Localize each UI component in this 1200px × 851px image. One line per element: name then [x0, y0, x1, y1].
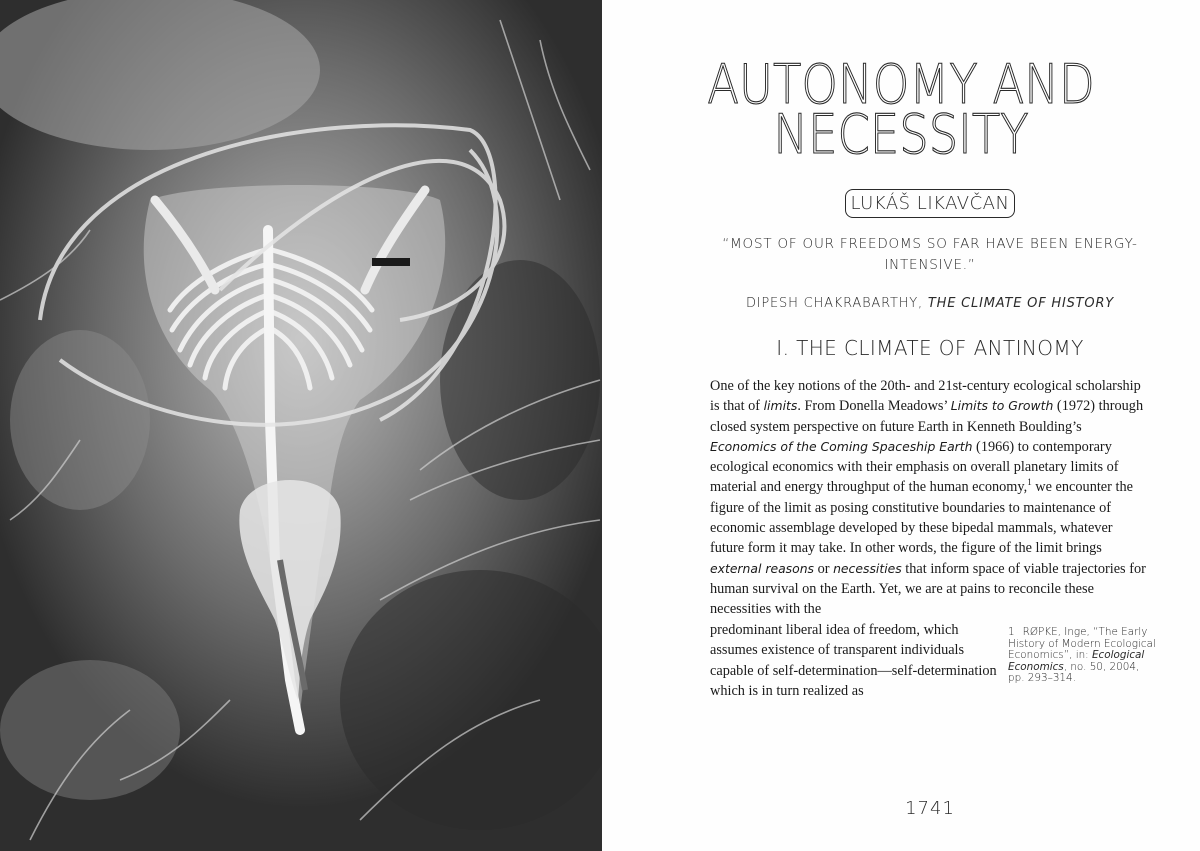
section-heading: I. THE CLIMATE OF ANTINOMY — [776, 336, 1084, 360]
body-text — [710, 376, 1150, 620]
body-run: One of the key notions of the 20th- and 21st-century ecological scholarship is that of — [710, 378, 1141, 415]
body-italic-run: Economics of the Coming Spaceship Earth — [710, 438, 973, 454]
article-title-line-1: AUTONOMY AND — [707, 53, 1095, 116]
footnote-number: 1 — [1008, 626, 1015, 638]
body-run: we encounter the figure of the limit as posing constitutive boundaries to maintenance of economic assemblage developed by these bipedal mammals, whatever future form it may take. In other words, the figure of the limit brings — [710, 479, 1133, 557]
body-text-continued: predominant liberal idea of freedom, which assumes existence of transparent individuals capable of self-determination—self-determination which is in turn realized as — [710, 622, 997, 699]
footnote-journal: Ecological Economics — [1008, 649, 1145, 673]
footnote-marker: 1 — [1027, 477, 1032, 488]
footnote — [1008, 627, 1158, 685]
text-page — [602, 0, 1200, 851]
body-italic-run: Limits to Growth — [950, 398, 1054, 414]
attribution-author: DIPESH CHAKRABARTHY, — [745, 296, 928, 311]
page-number: 1741 — [905, 798, 955, 819]
body-paragraph — [710, 376, 1150, 620]
footnote-text: RØPKE, Inge, “The Early History of Modern Ecological Economics”, in: — [1008, 626, 1156, 662]
body-run: (1972) through closed system perspective on future Earth in Kenneth Boulding’s — [710, 398, 1144, 435]
footnote-text-end: , no. 50, 2004, pp. 293–314. — [1008, 660, 1140, 685]
author-name: LUKÁŠ LIKAVČAN — [845, 189, 1015, 218]
body-italic-run: external reasons — [710, 560, 815, 576]
article-title-line-2: NECESSITY — [773, 103, 1029, 166]
body-run: or — [814, 560, 834, 577]
body-italic-run: limits — [763, 398, 798, 414]
attribution-work: THE CLIMATE OF HISTORY — [927, 296, 1115, 311]
epigraph-quote: “MOST OF OUR FREEDOMS SO FAR HAVE BEEN ENERGY-INTENSIVE.” — [722, 236, 1138, 273]
body-run: that inform space of viable trajectories for human survival on the Earth. Yet, we are at pains to reconcile these necessities with the — [710, 560, 1146, 618]
body-italic-run: necessities — [833, 560, 902, 576]
body-run: (1966) to contemporary ecological economics with their emphasis on overall planetary limits of material and energy throughput of the human economy, — [710, 438, 1119, 496]
epigraph-attribution — [602, 295, 1200, 313]
body-run: . From Donella Meadows’ — [797, 398, 951, 415]
